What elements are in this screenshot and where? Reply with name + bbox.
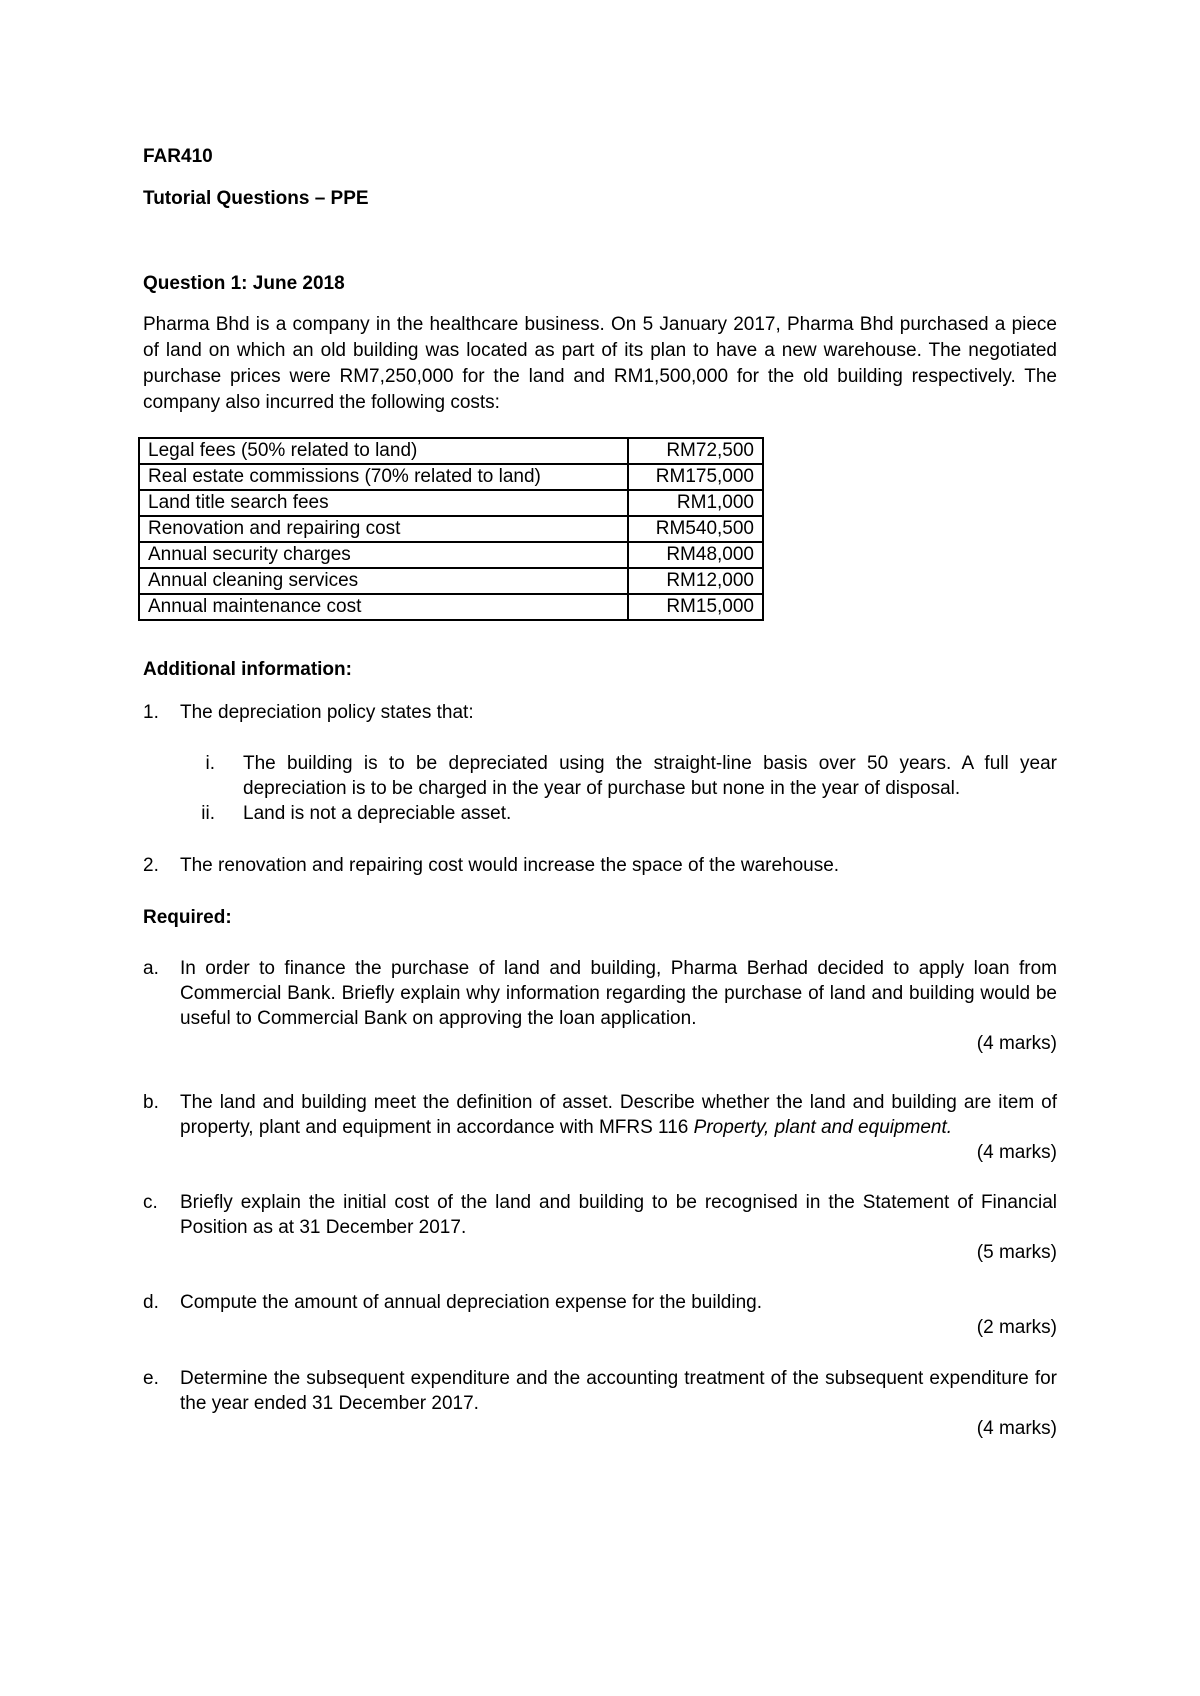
table-row [139,490,763,516]
cost-item-cell: Annual cleaning services [139,568,628,594]
item-body [180,1290,1057,1340]
additional-info-heading: Additional information: [143,659,352,680]
item-marker: 2. [143,855,159,876]
intro-paragraph: Pharma Bhd is a company in the healthcare business. On 5 January 2017, Pharma Bhd purchased a piece of land on which an old building was located as part of its plan to have a new warehouse. The negotiated purchase prices were RM7,250,000 for the land and RM1,500,000 for the old building respectively. The company also incurred the following costs: [143,314,1057,413]
item-marker: a. [143,958,159,979]
item-text: Compute the amount of annual depreciation expense for the building. [180,1292,763,1313]
item-text: Briefly explain the initial cost of the land and building to be recognised in the Statement of Financial Position as at 31 December 2017. [180,1192,1057,1238]
marks-label: (4 marks) [976,1142,1057,1163]
item-text: The land and building meet the definition of asset. Describe whether the land and building are item of property, plant and equipment in accordance with MFRS 116 [180,1092,1057,1138]
item-marker: ii. [201,803,215,824]
item-marker: d. [143,1292,159,1313]
cost-amount-cell: RM48,000 [628,542,763,568]
item-text: Determine the subsequent expenditure and the accounting treatment of the subsequent expenditure for the year ended 31 December 2017. [180,1368,1057,1414]
cost-item-cell: Land title search fees [139,490,628,516]
cost-item-cell: Renovation and repairing cost [139,516,628,542]
item-marker: c. [143,1192,158,1213]
cost-amount-cell: RM540,500 [628,516,763,542]
item-body [180,700,1057,826]
item-body [180,1366,1057,1441]
required-item-b [143,1090,1057,1165]
item-marker: i. [205,753,215,774]
marks-label: (5 marks) [976,1242,1057,1263]
item-text: Land is not a depreciable asset. [243,803,512,824]
numbered-item-1 [143,700,1057,826]
roman-sub-list [180,751,1057,826]
required-item-d [143,1290,1057,1340]
question-heading: Question 1: June 2018 [143,273,345,294]
costs-table [138,437,764,621]
table-row [139,464,763,490]
required-item-e [143,1366,1057,1441]
table-row [139,568,763,594]
table-row [139,594,763,620]
item-body [180,956,1057,1056]
cost-amount-cell: RM12,000 [628,568,763,594]
item-marker: 1. [143,702,159,723]
cost-amount-cell: RM72,500 [628,438,763,464]
marks-label: (4 marks) [976,1033,1057,1054]
cost-item-cell: Annual maintenance cost [139,594,628,620]
item-body [180,1190,1057,1265]
item-marker: b. [143,1092,159,1113]
marks-label: (4 marks) [976,1418,1057,1439]
roman-item-ii [180,801,1057,826]
cost-item-cell: Legal fees (50% related to land) [139,438,628,464]
required-item-c [143,1190,1057,1265]
item-text-italic: Property, plant and equipment. [693,1117,953,1138]
required-heading: Required: [143,907,232,928]
course-code: FAR410 [143,146,213,167]
numbered-item-2 [143,853,1057,878]
cost-item-cell: Real estate commissions (70% related to land) [139,464,628,490]
cost-amount-cell: RM15,000 [628,594,763,620]
item-marker: e. [143,1368,159,1389]
cost-amount-cell: RM1,000 [628,490,763,516]
item-text: The depreciation policy states that: [180,702,474,723]
item-text: In order to finance the purchase of land and building, Pharma Berhad decided to apply loan from Commercial Bank. Briefly explain why information regarding the purchase of land and building would be useful to Commercial Bank on approving the loan application. [180,958,1057,1029]
required-item-a [143,956,1057,1056]
item-text: The building is to be depreciated using the straight-line basis over 50 years. A full year depreciation is to be charged in the year of purchase but none in the year of disposal. [243,753,1057,799]
document-title: Tutorial Questions – PPE [143,188,369,209]
table-row [139,516,763,542]
roman-item-i [180,751,1057,801]
cost-amount-cell: RM175,000 [628,464,763,490]
table-row [139,438,763,464]
table-row [139,542,763,568]
item-body [180,1090,1057,1165]
item-text: The renovation and repairing cost would increase the space of the warehouse. [180,855,840,876]
marks-label: (2 marks) [976,1317,1057,1338]
cost-item-cell: Annual security charges [139,542,628,568]
